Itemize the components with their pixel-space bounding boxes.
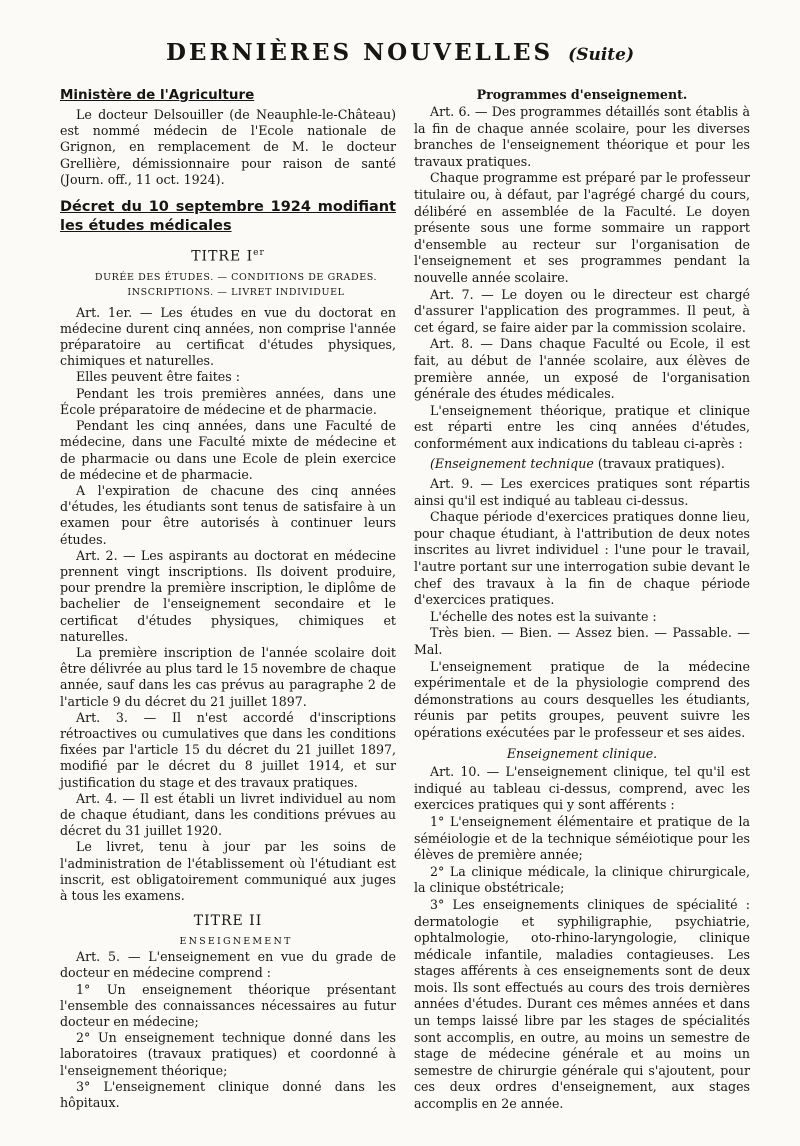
page-header (0, 38, 800, 70)
paragraph: 3° L'enseignement clinique donné dans les hôpitaux. (60, 1078, 396, 1111)
paragraph: Art. 6. — Des programmes détaillés sont établis à la fin de chaque année scolaire, pour les diverses branches de l'enseignement théorique et pour les travaux pratiques. (414, 104, 750, 169)
titre-1-subheading-2: INSCRIPTIONS. — LIVRET INDIVIDUEL (127, 286, 345, 298)
titre-1-heading: TITRE Ier (191, 248, 265, 265)
paragraph: Très bien. — Bien. — Assez bien. — Passable. — Mal. (414, 625, 750, 657)
paragraph: Elles peuvent être faites : (76, 369, 240, 385)
paragraph: 1° Un enseignement théorique présentant l'ensemble des connaissances nécessaires au futur docteur en médecine; (60, 981, 396, 1029)
paragraph: Chaque programme est préparé par le professeur titulaire ou, à défaut, par l'agrégé chargé du cours, délibéré en assemblée de la Faculté. Le doyen présente sous une forme sommaire un rapport d'ensemble au recteur sur l'organisation de l'enseignement et ses programmes pendant la nouvelle année scolaire. (414, 170, 750, 285)
paragraph: La première inscription de l'année scolaire doit être délivrée au plus tard le 15 novembre de chaque année, sauf dans les cas prévus au paragraphe 2 de l'article 9 du décret du 21 juillet 1897. (60, 644, 396, 709)
paragraph: 1° L'enseignement élémentaire et pratique de la séméiologie et de la technique séméiotique pour les élèves de première année; (414, 813, 750, 863)
paragraph: Art. 7. — Le doyen ou le directeur est chargé d'assurer l'application des programmes. Il peut, à cet égard, se faire aider par la commission scolaire. (414, 286, 750, 335)
paragraph: 3° Les enseignements cliniques de spécialité : dermatologie et syphiligraphie, psychiatrie, ophtalmologie, oto-rhino-laryngologie, clinique médicale infantile, maladies contagieuses. Les stages afférents à ces enseignements sont de deux mois. Ils sont effectués au cours des trois dernières années d'études. Durant ces mêmes années et dans un temps laissé libre par les stages de spécialités sont accomplis, en outre, au moins un semestre de stage de médecine générale et au moins un semestre de chirurgie générale qui s'ajoutent, pour ces deux ordres d'enseignement, aux stages accomplis en 2e année. (414, 896, 750, 1112)
technique-line: (Enseignement technique (travaux pratiques). (430, 456, 725, 472)
left-column (60, 87, 396, 1111)
programmes-heading: Programmes d'enseignement. (476, 87, 688, 102)
titre-2-heading: TITRE II (193, 913, 263, 930)
clinique-heading: Enseignement clinique. (506, 745, 658, 761)
ministere-paragraph: Le docteur Delsouiller (de Neauphle-le-Château) est nommé médecin de l'Ecole nationale de Grignon, en remplacement de M. le docteur Grellière, démissionnaire pour raison de santé (Journ. off., 11 oct. 1924). (60, 107, 396, 187)
paragraph: Le livret, tenu à jour par les soins de l'administration de l'établissement où l'étudiant est inscrit, est obligatoirement communiqué aux juges à tous les examens. (60, 839, 396, 903)
paragraph: Art. 9. — Les exercices pratiques sont répartis ainsi qu'il est indiqué au tableau ci-dessus. (414, 476, 750, 508)
paragraph: Art. 1er. — Les études en vue du doctorat en médecine durent cinq années, non comprise l'année préparatoire au certificat d'études physiques, chimiques et naturelles. (60, 304, 396, 369)
header-title: DERNIÈRES NOUVELLES (165, 39, 554, 66)
paragraph: Pendant les cinq années, dans une Faculté de médecine, dans une Faculté mixte de médecine et de pharmacie ou dans une Ecole de plein exercice de médecine et de pharmacie. (60, 418, 396, 482)
paragraph: Art. 8. — Dans chaque Faculté ou Ecole, il est fait, au début de l'année scolaire, aux élèves de première année, un exposé de l'organisation générale des études médicales. (414, 336, 750, 402)
header-suite: (Suite) (568, 45, 635, 65)
ministere-heading: Ministère de l'Agriculture (60, 87, 255, 103)
paragraph: Pendant les trois premières années, dans une École préparatoire de médecine et de pharmacie. (60, 385, 396, 417)
titre-1-subheading-1: DURÉE DES ÉTUDES. — CONDITIONS DE GRADES. (94, 271, 378, 283)
paragraph: Art. 4. — Il est établi un livret individuel au nom de chaque étudiant, dans les conditions prévues au décret du 31 juillet 1920. (60, 790, 396, 839)
paragraph: Art. 10. — L'enseignement clinique, tel qu'il est indiqué au tableau ci-dessus, comprend, avec les exercices pratiques qui y sont afférents : (414, 764, 750, 813)
paragraph: 2° Un enseignement technique donné dans les laboratoires (travaux pratiques) et coordonné à l'enseignement théorique; (60, 1030, 396, 1078)
paragraph: A l'expiration de chacune des cinq années d'études, les étudiants sont tenus de satisfaire à un examen pour être autorisés à continuer leurs études. (60, 482, 396, 547)
paragraph: L'enseignement théorique, pratique et clinique est réparti entre les cinq années d'études, conformément aux indications du tableau ci-après : (414, 402, 750, 451)
paragraph: 2° La clinique médicale, la clinique chirurgicale, la clinique obstétricale; (414, 863, 750, 896)
decret-heading: Décret du 10 septembre 1924 modifiant les études médicales (60, 199, 396, 235)
paragraph: Art. 2. — Les aspirants au doctorat en médecine prennent vingt inscriptions. Ils doivent produire, pour prendre la première inscription, le diplôme de bachelier de l'enseignement secondaire et le certificat d'études physiques, chimiques et naturelles. (60, 547, 396, 644)
paragraph: Art. 3. — Il n'est accordé d'inscriptions rétroactives ou cumulatives que dans les conditions fixées par l'article 15 du décret du 21 juillet 1897, modifié par le décret du 8 juillet 1914, et sur justification du stage et des travaux pratiques. (60, 709, 396, 790)
right-column (414, 87, 750, 1113)
paragraph: Art. 5. — L'enseignement en vue du grade de docteur en médecine comprend : (60, 949, 396, 981)
paragraph: L'échelle des notes est la suivante : (430, 608, 657, 624)
paragraph: Chaque période d'exercices pratiques donne lieu, pour chaque étudiant, à l'attribution de deux notes inscrites au livret individuel : l'une pour le travail, l'autre portant sur une interrogation subie devant le chef des travaux à la fin de chaque période d'exercices pratiques. (414, 509, 750, 608)
paragraph: L'enseignement pratique de la médecine expérimentale et de la physiologie comprend des démonstrations au cours desquelles les étudiants, réunis par petits groupes, peuvent suivre les opérations exécutées par le professeur et ses aides. (414, 658, 750, 740)
titre-2-subheading: ENSEIGNEMENT (179, 936, 293, 948)
